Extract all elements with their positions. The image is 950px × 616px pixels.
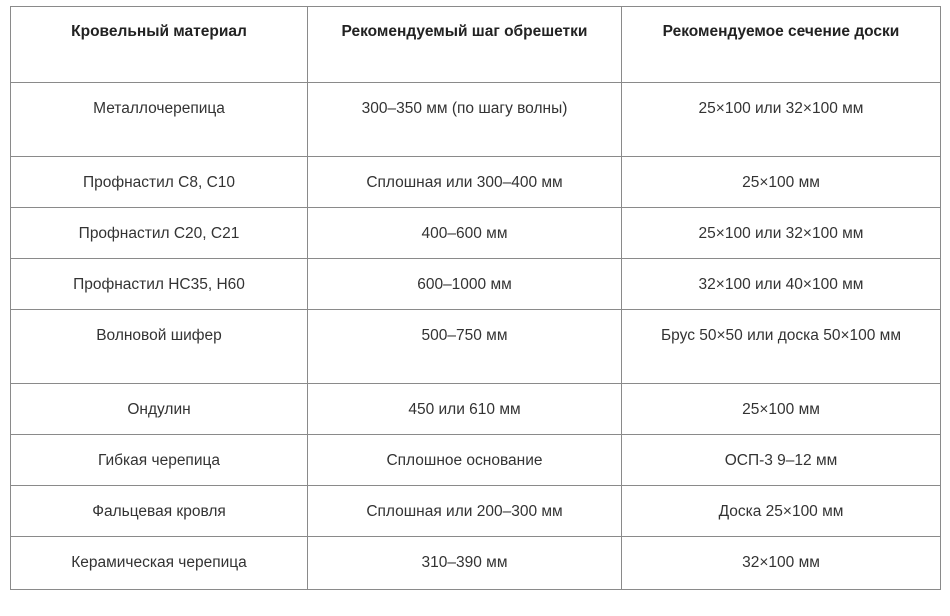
table-row: [11, 259, 941, 310]
cell-step: 310–390 мм: [308, 537, 622, 590]
cell-material: Волновой шифер: [11, 310, 308, 384]
cell-material: Фальцевая кровля: [11, 486, 308, 537]
roofing-table: [10, 6, 941, 590]
header-step: Рекомендуемый шаг обрешетки: [308, 7, 622, 83]
cell-material: Керамическая черепица: [11, 537, 308, 590]
table-row: [11, 83, 941, 157]
table-row: [11, 310, 941, 384]
table-row: [11, 208, 941, 259]
table-row: [11, 537, 941, 590]
cell-material: Металлочерепица: [11, 83, 308, 157]
header-section: Рекомендуемое сечение доски: [622, 7, 941, 83]
cell-section: 25×100 или 32×100 мм: [622, 208, 941, 259]
cell-step: 500–750 мм: [308, 310, 622, 384]
table-header: [11, 7, 941, 83]
cell-step: Сплошная или 200–300 мм: [308, 486, 622, 537]
header-material: Кровельный материал: [11, 7, 308, 83]
cell-material: Профнастил С20, С21: [11, 208, 308, 259]
cell-step: 450 или 610 мм: [308, 384, 622, 435]
table-body: [11, 83, 941, 590]
cell-step: 400–600 мм: [308, 208, 622, 259]
cell-section: Брус 50×50 или доска 50×100 мм: [622, 310, 941, 384]
cell-step: 600–1000 мм: [308, 259, 622, 310]
cell-material: Профнастил С8, С10: [11, 157, 308, 208]
header-row: [11, 7, 941, 83]
cell-material: Гибкая черепица: [11, 435, 308, 486]
table-row: [11, 157, 941, 208]
cell-section: 32×100 мм: [622, 537, 941, 590]
cell-step: Сплошная или 300–400 мм: [308, 157, 622, 208]
cell-section: 25×100 мм: [622, 157, 941, 208]
cell-step: Сплошное основание: [308, 435, 622, 486]
table-row: [11, 435, 941, 486]
cell-material: Ондулин: [11, 384, 308, 435]
table-row: [11, 486, 941, 537]
cell-section: ОСП-3 9–12 мм: [622, 435, 941, 486]
cell-section: 25×100 мм: [622, 384, 941, 435]
cell-section: Доска 25×100 мм: [622, 486, 941, 537]
cell-section: 25×100 или 32×100 мм: [622, 83, 941, 157]
cell-step: 300–350 мм (по шагу волны): [308, 83, 622, 157]
table-row: [11, 384, 941, 435]
cell-material: Профнастил НС35, Н60: [11, 259, 308, 310]
cell-section: 32×100 или 40×100 мм: [622, 259, 941, 310]
